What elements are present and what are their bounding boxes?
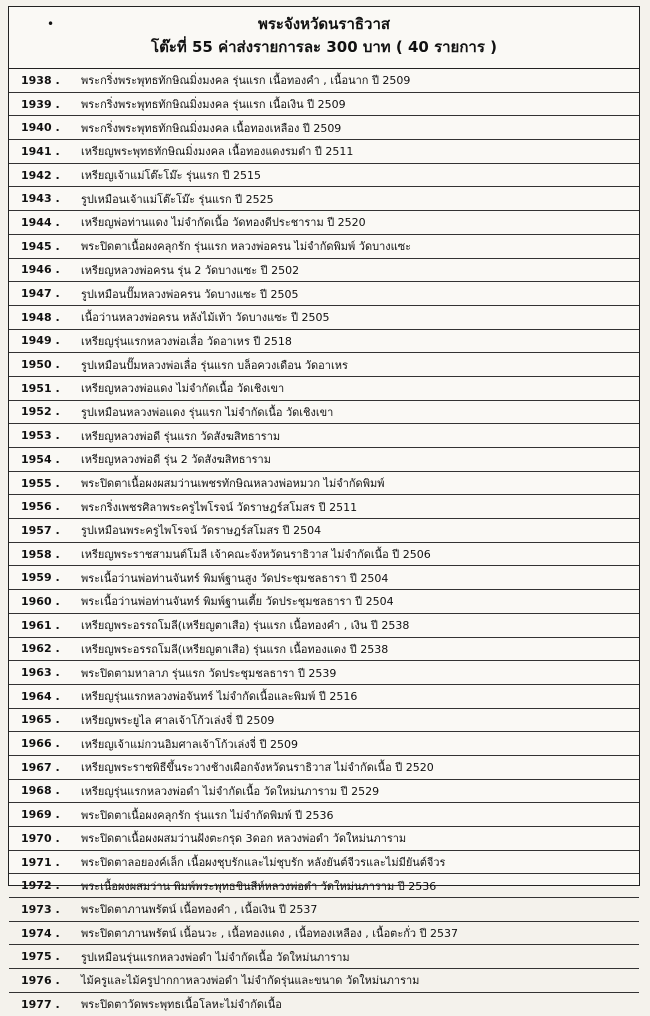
- table-row: [9, 211, 639, 235]
- item-number: 1974 .: [9, 921, 79, 945]
- item-number: 1938 .: [9, 69, 79, 92]
- table-row: [9, 637, 639, 661]
- item-description: พระเนื้อว่านพ่อท่านจันทร์ พิมพ์ฐานสูง วัดประชุมชลธารา ปี 2504: [79, 566, 639, 590]
- item-description: พระปิดตาภานพรัตน์ เนื้อนวะ , เนื้อทองแดง , เนื้อทองเหลือง , เนื้อตะกั่ว ปี 2537: [79, 921, 639, 945]
- item-description: เหรียญรุ่นแรกหลวงพ่อเลื่อ วัดอาเหร ปี 2518: [79, 329, 639, 353]
- table-row: [9, 661, 639, 685]
- item-description: เหรียญพระราชสามนต์โมลี เจ้าคณะจังหวัดนราธิวาส ไม่จำกัดเนื้อ ปี 2506: [79, 542, 639, 566]
- table-row: [9, 376, 639, 400]
- item-description: พระปิดตาลอยองค์เล็ก เนื้อผงชุบรักและไม่ชุบรัก หลังยันต์จีวรและไม่มียันต์จีวร: [79, 850, 639, 874]
- table-row: [9, 258, 639, 282]
- item-description: พระกริ่งเพชรศิลาพระครูไพโรจน์ วัดราษฎร์สโมสร ปี 2511: [79, 495, 639, 519]
- item-number: 1968 .: [9, 779, 79, 803]
- item-description: เหรียญพระยูไล ศาลเจ้าโก้วเล่งจี่ ปี 2509: [79, 708, 639, 732]
- item-description: พระปิดตาเนื้อผงคลุกรัก รุ่นแรก ไม่จำกัดพิมพ์ ปี 2536: [79, 803, 639, 827]
- item-description: เหรียญหลวงพ่อดี รุ่น 2 วัดสังฆสิทธาราม: [79, 448, 639, 472]
- item-description: เนื้อว่านหลวงพ่อครน หลังไม้เท้า วัดบางแซะ ปี 2505: [79, 305, 639, 329]
- item-description: พระกริ่งพระพุทธทักษิณมิ่งมงคล เนื้อทองเหลือง ปี 2509: [79, 116, 639, 140]
- table-row: [9, 140, 639, 164]
- table-row: [9, 732, 639, 756]
- item-description: เหรียญพระอรรถโมลี(เหรียญตาเสือ) รุ่นแรก เนื้อทองแดง ปี 2538: [79, 637, 639, 661]
- table-row: [9, 803, 639, 827]
- item-number: 1970 .: [9, 827, 79, 851]
- item-description: เหรียญเจ้าแม่โต๊ะโม๊ะ รุ่นแรก ปี 2515: [79, 163, 639, 187]
- item-description: เหรียญพระราชพิธีขึ้นระวางช้างเผือกจังหวัดนราธิวาส ไม่จำกัดเนื้อ ปี 2520: [79, 755, 639, 779]
- table-row: [9, 708, 639, 732]
- item-number: 1955 .: [9, 471, 79, 495]
- item-number: 1947 .: [9, 282, 79, 306]
- table-row: [9, 424, 639, 448]
- item-number: 1948 .: [9, 305, 79, 329]
- item-description: พระปิดตาเนื้อผงผสมว่านฝังตะกรุด 3ดอก หลวงพ่อดำ วัดใหม่นภาราม: [79, 827, 639, 851]
- bullet-mark: •: [47, 17, 55, 31]
- item-description: เหรียญหลวงพ่อครน รุ่น 2 วัดบางแซะ ปี 2502: [79, 258, 639, 282]
- item-description: พระเนื้อว่านพ่อท่านจันทร์ พิมพ์ฐานเตี้ย วัดประชุมชลธารา ปี 2504: [79, 590, 639, 614]
- item-number: 1960 .: [9, 590, 79, 614]
- item-number: 1950 .: [9, 353, 79, 377]
- table-row: [9, 163, 639, 187]
- table-row: [9, 542, 639, 566]
- item-number: 1954 .: [9, 448, 79, 472]
- header: [9, 7, 639, 69]
- page-subtitle: โต๊ะที่ 55 ค่าส่งรายการละ 300 บาท ( 40 รายการ ): [151, 38, 497, 56]
- item-number: 1959 .: [9, 566, 79, 590]
- table-row: [9, 519, 639, 543]
- table-row: [9, 850, 639, 874]
- item-description: เหรียญพระพุทธทักษิณมิ่งมงคล เนื้อทองแดงรมดำ ปี 2511: [79, 140, 639, 164]
- table-row: [9, 329, 639, 353]
- item-description: พระปิดตาวัดพระพุทธเนื้อโลหะไม่จำกัดเนื้อ: [81, 998, 282, 1012]
- item-description: เหรียญพ่อท่านแดง ไม่จำกัดเนื้อ วัดทองดีประชาราม ปี 2520: [79, 211, 639, 235]
- table-row: [9, 116, 639, 140]
- table-row: [9, 353, 639, 377]
- item-number: 1963 .: [9, 661, 79, 685]
- table-row: [9, 187, 639, 211]
- table-row: [9, 969, 639, 993]
- table-row: [9, 613, 639, 637]
- item-description: เหรียญพระอรรถโมลี(เหรียญตาเสือ) รุ่นแรก เนื้อทองคำ , เงิน ปี 2538: [79, 613, 639, 637]
- item-number: 1973 .: [9, 898, 79, 922]
- item-description: เหรียญรุ่นแรกหลวงพ่อจันทร์ ไม่จำกัดเนื้อและพิมพ์ ปี 2516: [79, 684, 639, 708]
- table-row: [9, 282, 639, 306]
- item-description: รูปเหมือนเจ้าแม่โต๊ะโม๊ะ รุ่นแรก ปี 2525: [79, 187, 639, 211]
- item-number: 1972 .: [9, 874, 79, 898]
- item-number: 1965 .: [9, 708, 79, 732]
- item-number: 1977 .: [21, 997, 60, 1011]
- table-row: [9, 684, 639, 708]
- table-row: [9, 448, 639, 472]
- item-number: 1953 .: [9, 424, 79, 448]
- item-description: ไม้ครูและไม้ครูปากกาหลวงพ่อดำ ไม่จำกัดรุ่นและขนาด วัดใหม่นภาราม: [79, 969, 639, 993]
- item-number: 1949 .: [9, 329, 79, 353]
- table-row: [9, 305, 639, 329]
- item-number: 1969 .: [9, 803, 79, 827]
- item-description: พระกริ่งพระพุทธทักษิณมิ่งมงคล รุ่นแรก เนื้อเงิน ปี 2509: [79, 92, 639, 116]
- table-row: [9, 945, 639, 969]
- table-row: [9, 400, 639, 424]
- item-description: เหรียญเจ้าแม่กวนอิมศาลเจ้าโก้วเล่งจี่ ปี 2509: [79, 732, 639, 756]
- item-description: พระเนื้อผงผสมว่าน พิมพ์พระพุทธชินสีห์หลวงพ่อดำ วัดใหม่นภาราม ปี 2536: [79, 874, 639, 898]
- item-number: 1943 .: [9, 187, 79, 211]
- item-number: 1976 .: [9, 969, 79, 993]
- table-row: [9, 92, 639, 116]
- catalog-sheet: [8, 6, 640, 1012]
- item-number: 1941 .: [9, 140, 79, 164]
- item-description: พระปิดตามหาลาภ รุ่นแรก วัดประชุมชลธารา ปี 2539: [79, 661, 639, 685]
- item-description: พระปิดตาภานพรัตน์ เนื้อทองคำ , เนื้อเงิน ปี 2537: [79, 898, 639, 922]
- item-description: เหรียญหลวงพ่อดี รุ่นแรก วัดสังฆสิทธาราม: [79, 424, 639, 448]
- item-number: 1957 .: [9, 519, 79, 543]
- item-number: 1956 .: [9, 495, 79, 519]
- item-number: 1939 .: [9, 92, 79, 116]
- item-number: 1975 .: [9, 945, 79, 969]
- items-table: [9, 69, 639, 1016]
- item-number: 1944 .: [9, 211, 79, 235]
- table-row: [9, 234, 639, 258]
- item-number: 1946 .: [9, 258, 79, 282]
- item-description: รูปเหมือนรุ่นแรกหลวงพ่อดำ ไม่จำกัดเนื้อ วัดใหม่นภาราม: [79, 945, 639, 969]
- item-description: เหรียญหลวงพ่อแดง ไม่จำกัดเนื้อ วัดเชิงเขา: [79, 376, 639, 400]
- item-description: รูปเหมือนหลวงพ่อแดง รุ่นแรก ไม่จำกัดเนื้อ วัดเชิงเขา: [79, 400, 639, 424]
- table-row: [9, 779, 639, 803]
- item-number: 1961 .: [9, 613, 79, 637]
- item-number: 1940 .: [9, 116, 79, 140]
- item-number: 1945 .: [9, 234, 79, 258]
- table-row: [9, 471, 639, 495]
- table-row: [9, 755, 639, 779]
- table-row: [9, 992, 639, 1015]
- item-description: พระปิดตาเนื้อผงคลุกรัก รุ่นแรก หลวงพ่อครน ไม่จำกัดพิมพ์ วัดบางแซะ: [79, 234, 639, 258]
- table-row: [9, 69, 639, 92]
- item-number: 1964 .: [9, 684, 79, 708]
- item-number: 1942 .: [9, 163, 79, 187]
- item-description: รูปเหมือนปั๊มหลวงพ่อเลื่อ รุ่นแรก บล็อควงเดือน วัดอาเหร: [79, 353, 639, 377]
- item-number: 1951 .: [9, 376, 79, 400]
- item-number: 1967 .: [9, 755, 79, 779]
- table-row: [9, 590, 639, 614]
- item-description: เหรียญรุ่นแรกหลวงพ่อดำ ไม่จำกัดเนื้อ วัดใหม่นภาราม ปี 2529: [79, 779, 639, 803]
- item-number: 1952 .: [9, 400, 79, 424]
- item-number: 1962 .: [9, 637, 79, 661]
- item-description: พระกริ่งพระพุทธทักษิณมิ่งมงคล รุ่นแรก เนื้อทองคำ , เนื้อนาก ปี 2509: [79, 69, 639, 92]
- item-description: พระปิดตาเนื้อผงผสมว่านเพชรทักษิณหลวงพ่อหมวก ไม่จำกัดพิมพ์: [79, 471, 639, 495]
- table-row: [9, 921, 639, 945]
- page-title: พระจังหวัดนราธิวาส: [257, 15, 391, 33]
- item-number: 1966 .: [9, 732, 79, 756]
- table-row: [9, 898, 639, 922]
- item-description: รูปเหมือนพระครูไพโรจน์ วัดราษฎร์สโมสร ปี 2504: [79, 519, 639, 543]
- table-row: [9, 827, 639, 851]
- item-number: 1958 .: [9, 542, 79, 566]
- table-row: [9, 874, 639, 898]
- item-number: 1971 .: [9, 850, 79, 874]
- item-description: รูปเหมือนปั๊มหลวงพ่อครน วัดบางแซะ ปี 2505: [79, 282, 639, 306]
- table-row: [9, 566, 639, 590]
- table-row: [9, 495, 639, 519]
